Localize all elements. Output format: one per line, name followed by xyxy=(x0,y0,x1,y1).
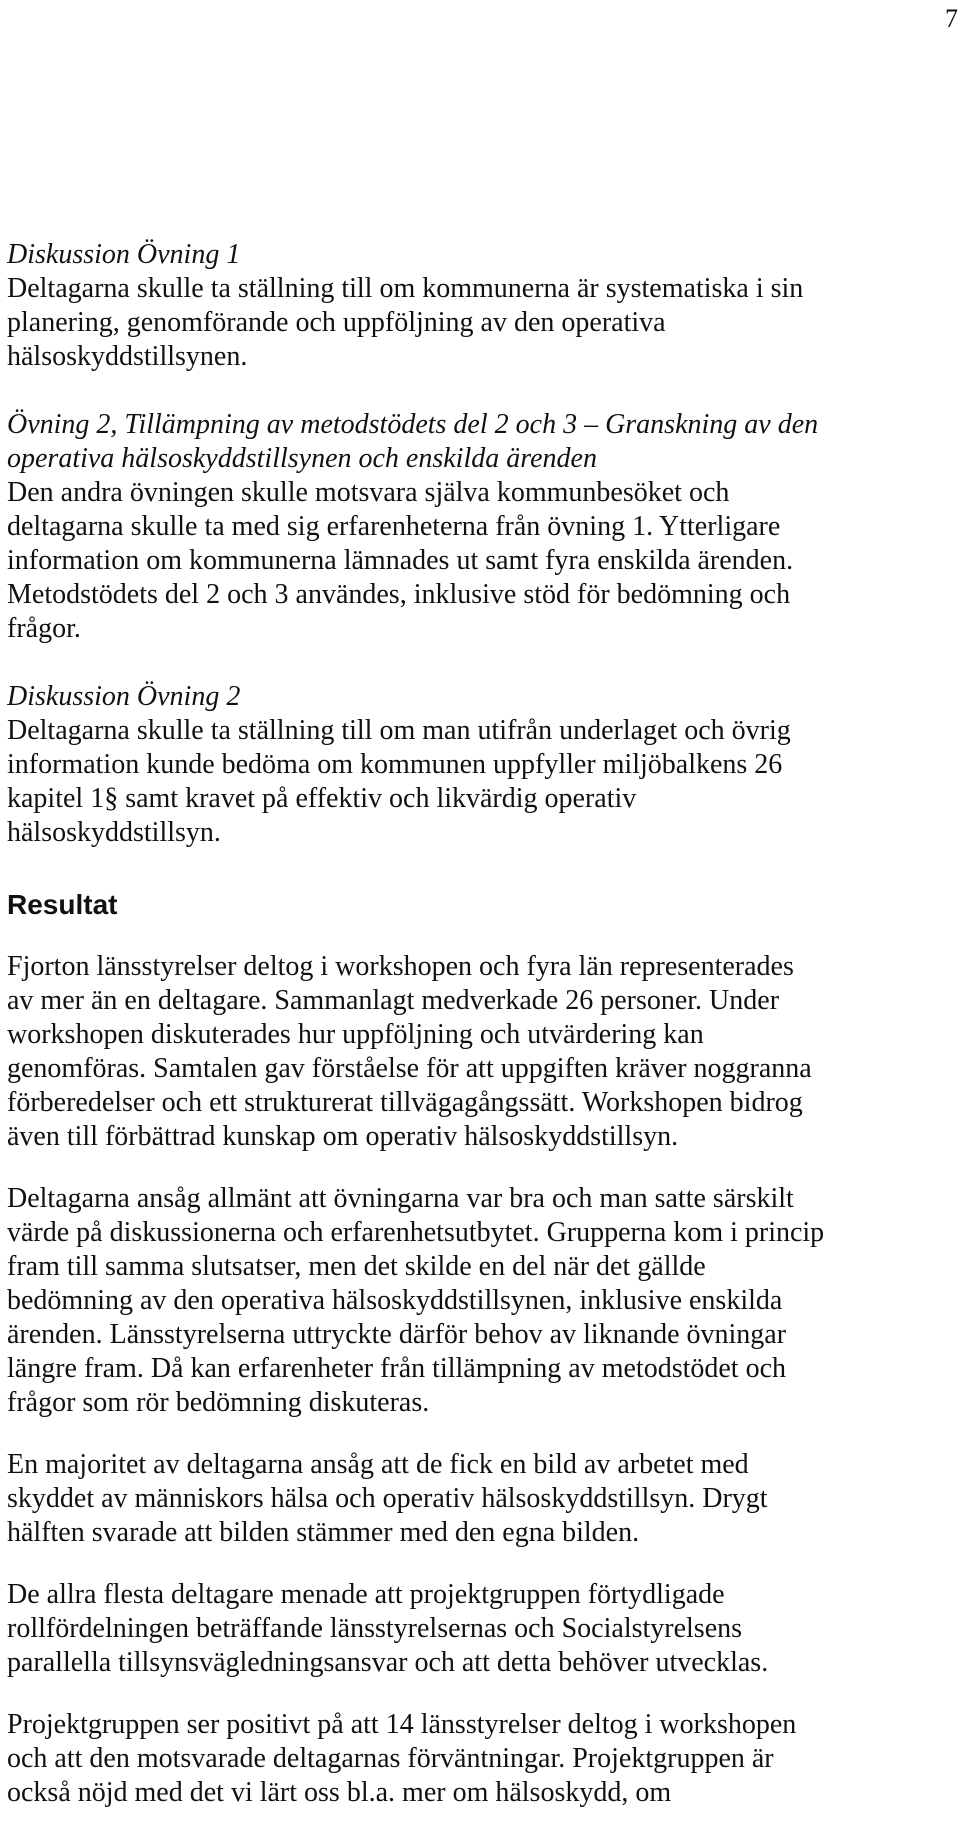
results-heading: Resultat xyxy=(7,889,118,920)
discussion-1-title: Diskussion Övning 1 xyxy=(7,239,241,270)
results-paragraph: Projektgruppen ser positivt på att 14 länsstyrelser deltog i workshopen och att den motsvarade deltagarnas förväntningar. Projektgruppen är också nöjd med det vi lärt oss bl.a. mer om hälsoskydd, om xyxy=(7,1709,797,1808)
exercise-2-text: Den andra övningen skulle motsvara själva kommunbesöket och deltagarna skulle ta med sig erfarenheterna från övning 1. Ytterligare information om kommunerna lämnades ut samt fyra enskilda ärenden. Metodstödets del 2 och 3 användes, inklusive stöd för bedömning och frågor. xyxy=(7,477,794,644)
results-section-header xyxy=(7,888,957,922)
results-paragraph: En majoritet av deltagarna ansåg att de fick en bild av arbetet med skyddet av människors hälsa och operativ hälsoskyddstillsyn. Drygt hälften svarade att bilden stämmer med den egna bilden. xyxy=(7,1449,768,1548)
page-number: 7 xyxy=(945,4,958,33)
discussion-2-text: Deltagarna skulle ta ställning till om man utifrån underlaget och övrig information kunde bedöma om kommunen uppfyller miljöbalkens 26 kapitel 1§ samt kravet på effektiv och likvärdig operativ hälsoskyddstillsyn. xyxy=(7,715,791,848)
results-paragraph: De allra flesta deltagare menade att projektgruppen förtydligade rollfördelningen beträffande länsstyrelsernas och Socialstyrelsens parallella tillsynsvägledningsansvar och att detta behöver utvecklas. xyxy=(7,1579,769,1678)
exercise-2-title: Övning 2, Tillämpning av metodstödets del 2 och 3 – Granskning av den operativa hälsoskyddstillsynen och enskilda ärenden xyxy=(7,409,819,474)
document-body xyxy=(7,238,957,1810)
results-paragraph: Fjorton länsstyrelser deltog i workshopen och fyra län representerades av mer än en deltagare. Sammanlagt medverkade 26 personer. Under workshopen diskuterades hur uppföljning och utvärdering kan genomföras. Samtalen gav förståelse för att uppgiften kräver noggranna förberedelser och ett strukturerat tillvägagångssätt. Workshopen bidrog även till förbättrad kunskap om operativ hälsoskyddstillsyn. xyxy=(7,951,812,1152)
discussion-2-title: Diskussion Övning 2 xyxy=(7,681,241,712)
results-paragraph: Deltagarna ansåg allmänt att övningarna var bra och man satte särskilt värde på diskussionerna och erfarenhetsutbytet. Grupperna kom i princip fram till samma slutsatser, men det skilde en del när det gällde bedömning av den operativa hälsoskyddstillsynen, inklusive enskilda ärenden. Länsstyrelserna uttryckte därför behov av liknande övningar längre fram. Då kan erfarenheter från tillämpning av metodstödet och frågor som rör bedömning diskuteras. xyxy=(7,1183,825,1418)
discussion-1-text: Deltagarna skulle ta ställning till om kommunerna är systematiska i sin planering, genomförande och uppföljning av den operativa hälsoskyddstillsynen. xyxy=(7,273,804,372)
